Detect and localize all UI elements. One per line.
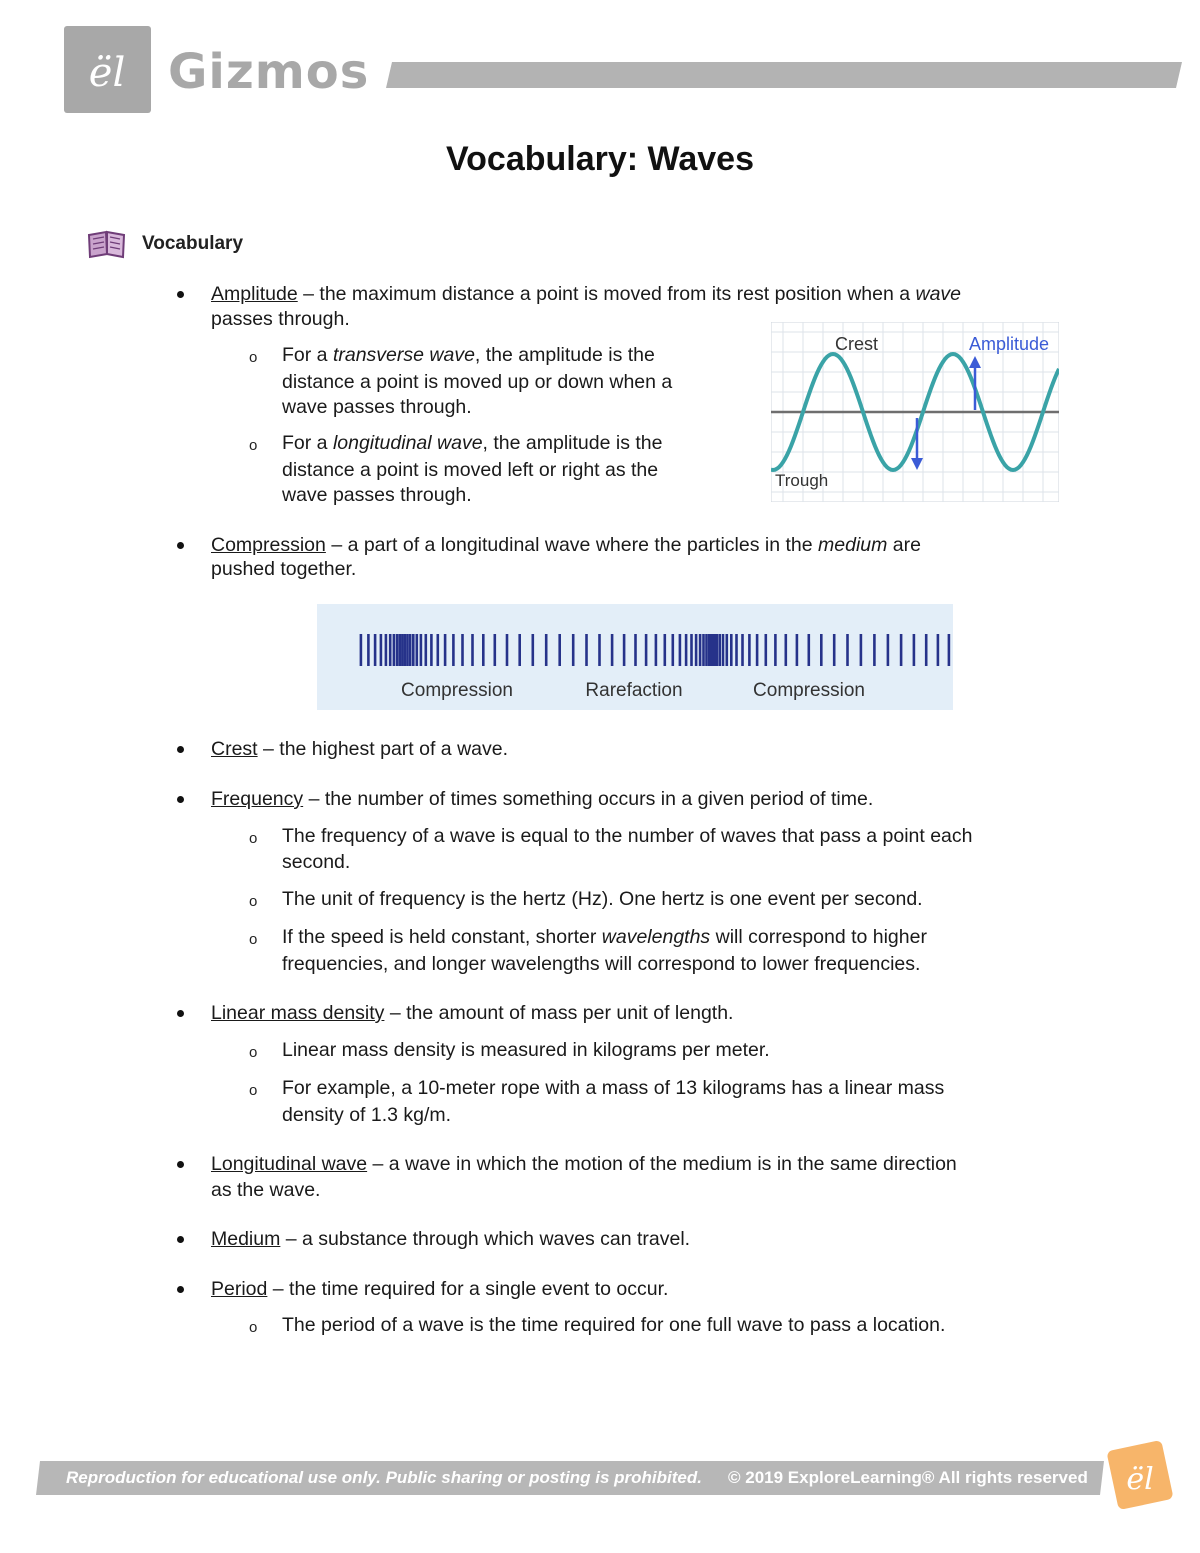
definition-line: – the amount of mass per unit of length.	[389, 1002, 734, 1024]
sub-marker: o	[249, 931, 258, 948]
definition-line: – the time required for a single event to occur.	[272, 1278, 669, 1300]
sub-marker: o	[249, 893, 258, 910]
explorelearning-logo	[64, 26, 151, 113]
bullet	[177, 291, 184, 298]
entry-medium	[211, 1227, 690, 1252]
sub-line: For a longitudinal wave, the amplitude is the	[282, 432, 663, 454]
entry-linear-mass-density	[211, 1001, 733, 1026]
label-crest: Crest	[835, 334, 879, 354]
footer-notice: Reproduction for educational use only. Public sharing or posting is prohibited.	[66, 1468, 702, 1487]
term-compression: Compression	[211, 534, 326, 556]
logo-glyph: ël	[88, 50, 126, 96]
sub-marker: o	[249, 1082, 258, 1099]
section-label: Vocabulary	[142, 233, 244, 254]
footer-logo-badge	[1098, 1437, 1178, 1517]
sub-line: second.	[282, 851, 351, 873]
entry-compression	[211, 533, 921, 558]
bullet	[177, 1236, 184, 1243]
sub-marker: o	[249, 437, 258, 454]
sub-line: For example, a 10-meter rope with a mass of 13 kilograms has a linear mass	[282, 1077, 945, 1099]
definition-line: pushed together.	[211, 558, 357, 580]
definition-line: as the wave.	[211, 1179, 321, 1201]
sub-marker: o	[249, 1044, 258, 1061]
label-amplitude: Amplitude	[969, 334, 1050, 354]
sub-line: For a transverse wave, the amplitude is the	[282, 344, 655, 366]
label-rarefaction: Rarefaction	[585, 680, 683, 701]
entry-longitudinal-wave	[211, 1152, 957, 1177]
definition-line: – the highest part of a wave.	[263, 738, 509, 760]
compression-diagram	[317, 604, 953, 710]
definition-line: – the maximum distance a point is moved from its rest position when a wave	[303, 283, 962, 305]
sub-marker: o	[249, 1319, 258, 1336]
bullet	[177, 746, 184, 753]
definition-line: – a wave in which the motion of the medium is in the same direction	[372, 1153, 957, 1175]
definition-line: – a substance through which waves can travel.	[285, 1228, 691, 1250]
emphasis: wavelengths	[601, 926, 711, 948]
sub-line: wave passes through.	[282, 484, 472, 506]
term-amplitude: Amplitude	[211, 283, 298, 305]
label-compression-right: Compression	[753, 680, 865, 701]
sub-line: wave passes through.	[282, 396, 472, 418]
brand-name: Gizmos	[168, 44, 370, 100]
sub-marker: o	[249, 830, 258, 847]
amplitude-diagram	[771, 322, 1059, 502]
entry-crest	[211, 737, 508, 762]
sub-line: distance a point is moved left or right as the	[282, 459, 659, 481]
sub-line: The frequency of a wave is equal to the number of waves that pass a point each	[282, 825, 973, 847]
emphasis: wave	[915, 283, 962, 305]
entry-frequency	[211, 787, 873, 812]
term-longitudinal-wave: Longitudinal wave	[211, 1153, 368, 1175]
sub-line: density of 1.3 kg/m.	[282, 1104, 452, 1126]
bullet	[177, 1161, 184, 1168]
bullet	[177, 796, 184, 803]
footer-copyright: © 2019 ExploreLearning® All rights reserved	[728, 1468, 1088, 1487]
badge-glyph: ël	[1126, 1462, 1154, 1497]
sub-line: The period of a wave is the time required for one full wave to pass a location.	[282, 1314, 946, 1336]
sub-line: If the speed is held constant, shorter wavelengths will correspond to higher	[282, 926, 927, 948]
sub-line: The unit of frequency is the hertz (Hz). One hertz is one event per second.	[282, 888, 923, 910]
entry-period	[211, 1277, 668, 1302]
book-icon	[86, 229, 128, 259]
definition-line: – a part of a longitudinal wave where the particles in the medium are	[331, 534, 921, 556]
bullet	[177, 1010, 184, 1017]
header-bar	[386, 62, 1182, 88]
page-title: Vocabulary: Waves	[445, 140, 754, 178]
section-header	[86, 226, 243, 262]
term-linear-mass-density: Linear mass density	[211, 1002, 385, 1024]
term-period: Period	[211, 1278, 268, 1300]
term-crest: Crest	[211, 738, 258, 760]
emphasis: medium	[818, 534, 888, 556]
sub-marker: o	[249, 349, 258, 366]
label-trough: Trough	[775, 471, 829, 490]
sub-line: Linear mass density is measured in kilograms per meter.	[282, 1039, 770, 1061]
emphasis: transverse wave	[332, 344, 475, 366]
emphasis: longitudinal wave	[332, 432, 483, 454]
definition-line: passes through.	[211, 308, 350, 330]
bullet	[177, 1286, 184, 1293]
term-frequency: Frequency	[211, 788, 304, 810]
sub-line: distance a point is moved up or down when a	[282, 371, 673, 393]
bullet	[177, 542, 184, 549]
sub-line: frequencies, and longer wavelengths will correspond to lower frequencies.	[282, 953, 921, 975]
definition-line: – the number of times something occurs in a given period of time.	[308, 788, 874, 810]
label-compression-left: Compression	[401, 680, 513, 701]
term-medium: Medium	[211, 1228, 281, 1250]
entry-amplitude	[211, 282, 961, 307]
